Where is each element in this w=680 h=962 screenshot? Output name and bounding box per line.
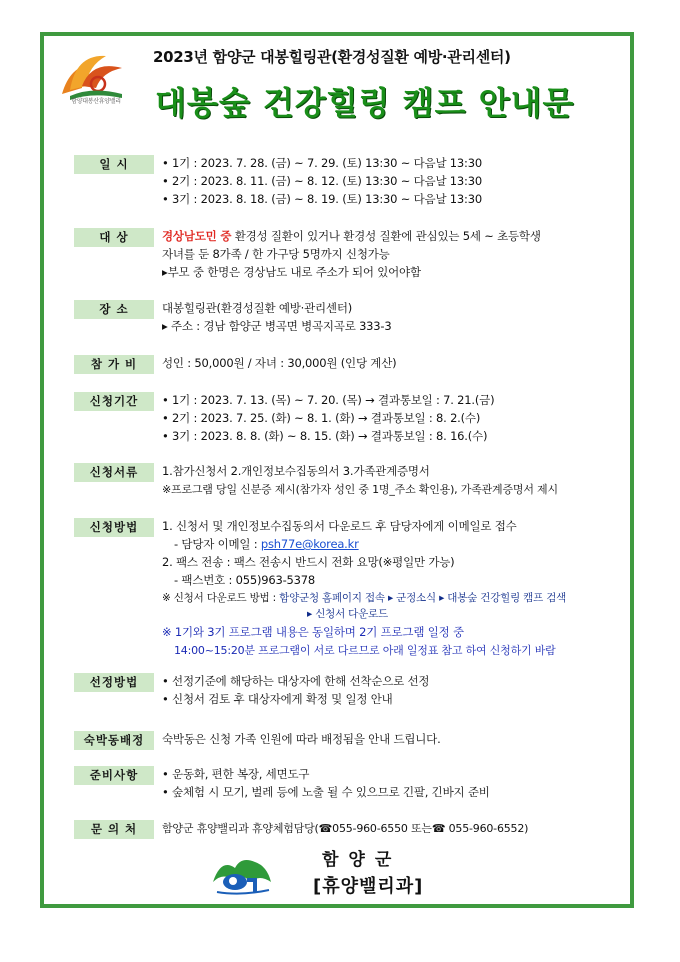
documents-label: 신청서류 — [74, 463, 154, 482]
target-line — [162, 228, 541, 244]
lodging-label: 숙박동배정 — [74, 731, 154, 750]
prep-item: • 운동화, 편한 복장, 세면도구 — [162, 767, 310, 781]
page-title: 대봉숲 건강힐링 캠프 안내문 — [155, 84, 575, 122]
apply-method-label: 신청방법 — [74, 518, 154, 537]
program-note: 14:00~15:20분 프로그램이 서로 다르므로 아래 일정표 참고 하여 신청하기 바람 — [174, 644, 556, 657]
valley-logo-icon — [52, 46, 136, 116]
download-method — [162, 590, 566, 605]
apply-period-item: • 1기 : 2023. 7. 13. (목) ~ 7. 20. (목) → 결과통보일 : 7. 21.(금) — [162, 393, 495, 407]
schedule-label: 일 시 — [74, 155, 154, 174]
lodging-text: 숙박동은 신청 가족 인원에 따라 배정됨을 안내 드립니다. — [162, 732, 441, 746]
hamyang-county-logo-icon — [211, 852, 273, 896]
apply-method-line: 1. 신청서 및 개인정보수집동의서 다운로드 후 담당자에게 이메일로 접수 — [162, 519, 517, 533]
apply-email-line — [174, 536, 359, 552]
email-link[interactable]: psh77e@korea.kr — [260, 537, 359, 551]
apply-period-item: • 3기 : 2023. 8. 8. (화) ~ 8. 15. (화) → 결과통보일 : 8. 16.(수) — [162, 429, 488, 443]
documents-note: ※프로그램 당일 신분증 제시(참가자 성인 중 1명_주소 확인용), 가족관계증명서 제시 — [162, 483, 558, 496]
target-note: ▸부모 중 한명은 경상남도 내로 주소가 되어 있어야함 — [162, 265, 421, 279]
apply-period-item: • 2기 : 2023. 7. 25. (화) ~ 8. 1. (화) → 결과통보일 : 8. 2.(수) — [162, 411, 481, 425]
selection-label: 선정방법 — [74, 673, 154, 692]
header-subtitle: 2023년 함양군 대봉힐링관(환경성질환 예방·관리센터) — [153, 48, 511, 66]
download-prefix: ※ 신청서 다운로드 방법 : — [162, 592, 280, 604]
selection-item: • 선정기준에 해당하는 대상자에 한해 선착순으로 선정 — [162, 674, 430, 688]
target-label: 대 상 — [74, 228, 154, 247]
download-path: 함양군청 홈페이지 접속 ▸ 군정소식 ▸ 대봉숲 건강힐링 캠프 검색 — [279, 592, 567, 604]
schedule-item: • 2기 : 2023. 8. 11. (금) ~ 8. 12. (토) 13:30 ~ 다음날 13:30 — [162, 174, 482, 188]
prep-label: 준비사항 — [74, 766, 154, 785]
place-name: 대봉힐링관(환경성질환 예방·관리센터) — [162, 301, 353, 315]
contact-label: 문 의 처 — [74, 820, 154, 839]
footer-org: 함양군 — [322, 850, 402, 870]
schedule-item: • 3기 : 2023. 8. 18. (금) ~ 8. 19. (토) 13:30 ~ 다음날 13:30 — [162, 192, 482, 206]
schedule-item: • 1기 : 2023. 7. 28. (금) ~ 7. 29. (토) 13:30 ~ 다음날 13:30 — [162, 156, 482, 170]
logo-caption: 함양대봉산휴양밸리 — [71, 98, 121, 105]
target-highlight: 경상남도민 중 — [162, 229, 232, 243]
email-prefix: - 담당자 이메일 : — [174, 537, 261, 551]
target-text: 환경성 질환이 있거나 환경성 질환에 관심있는 5세 ~ 초등학생 — [231, 229, 541, 243]
footer-department: [휴양밸리과] — [313, 876, 424, 897]
apply-method-line: 2. 팩스 전송 : 팩스 전송시 반드시 전화 요망(※평일만 가능) — [162, 555, 455, 569]
apply-period-label: 신청기간 — [74, 392, 154, 411]
fee-text: 성인 : 50,000원 / 자녀 : 30,000원 (인당 계산) — [162, 356, 397, 370]
place-address: ▸ 주소 : 경남 함양군 병곡면 병곡지곡로 333-3 — [162, 319, 392, 333]
place-label: 장 소 — [74, 300, 154, 319]
program-note: ※ 1기와 3기 프로그램 내용은 동일하며 2기 프로그램 일정 중 — [162, 625, 464, 639]
contact-text: 함양군 휴양밸리과 휴양체험담당(☎055-960-6550 또는☎ 055-960-6552) — [162, 822, 529, 835]
documents-list: 1.참가신청서 2.개인정보수집동의서 3.가족관계증명서 — [162, 464, 430, 478]
prep-item: • 숲체험 시 모기, 벌레 등에 노출 될 수 있으므로 긴팔, 긴바지 준비 — [162, 785, 490, 799]
fee-label: 참 가 비 — [74, 355, 154, 374]
fax-number: - 팩스번호 : 055)963-5378 — [174, 573, 316, 587]
download-path-2: ▸ 신청서 다운로드 — [307, 608, 388, 620]
selection-item: • 신청서 검토 후 대상자에게 확정 및 일정 안내 — [162, 692, 393, 706]
target-line: 자녀를 둔 8가족 / 한 가구당 5명까지 신청가능 — [162, 247, 390, 261]
